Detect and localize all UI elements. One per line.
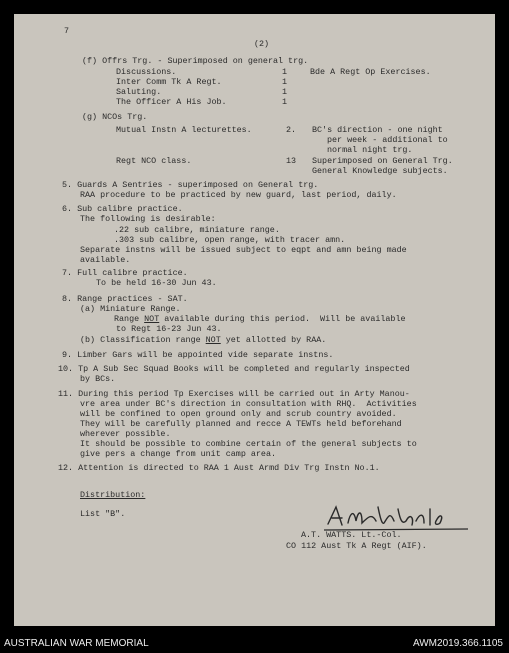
f-item-label: Discussions. — [116, 67, 177, 77]
not-emphasis: NOT — [205, 335, 221, 345]
para-9: 9. Limber Gars will be appointed vide separate instns. — [62, 350, 334, 360]
f-item-count: 1 — [282, 67, 288, 77]
para-6: 6. Sub calibre practice. — [62, 204, 183, 214]
para-11: 11. During this period Tp Exercises will be carried out in Arty Manou- — [58, 389, 410, 399]
footer-credit: AUSTRALIAN WAR MEMORIAL — [4, 638, 149, 649]
para-6: .303 sub calibre, open range, with tracer amn. — [114, 235, 346, 245]
f-item-count: 1 — [282, 87, 288, 97]
para-7: To be held 16-30 Jun 43. — [96, 278, 217, 288]
para-8-text: (b) Classification range — [80, 335, 206, 345]
page-number: (2) — [254, 39, 270, 49]
para-11: will be confined to open ground only and scrub country avoided. — [80, 409, 397, 419]
para-11: wherever possible. — [80, 429, 171, 439]
not-emphasis: NOT — [144, 314, 160, 324]
g2-count: 13 — [286, 156, 297, 166]
g1-label: Mutual Instn A lecturettes. — [116, 125, 252, 135]
para-12: 12. Attention is directed to RAA 1 Aust Armd Div Trg Instn No.1. — [58, 463, 380, 473]
g1-note: BC's direction - one night — [312, 125, 443, 135]
para-8: (a) Miniature Range. — [80, 304, 181, 314]
para-8: 8. Range practices - SAT. — [62, 294, 188, 304]
para-8-line — [114, 314, 406, 324]
para-8-line — [80, 335, 326, 345]
para-5: RAA procedure to be practiced by new guard, last period, daily. — [80, 190, 397, 200]
signature — [320, 499, 470, 534]
para-6: Separate instns will be issued subject to eqpt and amn being made — [80, 245, 407, 255]
footer-accession: AWM2019.366.1105 — [412, 638, 503, 649]
f-item-count: 1 — [282, 77, 288, 87]
para-6: The following is desirable: — [80, 214, 216, 224]
g1-count: 2. — [286, 125, 297, 135]
g2-note: Superimposed on General Trg. — [312, 156, 453, 166]
g-title: (g) NCOs Trg. — [82, 112, 148, 122]
f-item-label: Inter Comm Tk A Regt. — [116, 77, 222, 87]
para-6: available. — [80, 255, 131, 265]
distribution-title: Distribution: — [80, 490, 146, 500]
para-6: .22 sub calibre, miniature range. — [114, 225, 280, 235]
handwritten-mark: 7 — [64, 26, 70, 36]
para-10: by BCs. — [80, 374, 116, 384]
f-item-count: 1 — [282, 97, 288, 107]
para-11: It should be possible to combine certain of the general subjects to — [80, 439, 417, 449]
document-page — [14, 14, 495, 626]
f-title: (f) Offrs Trg. - Superimposed on general trg. — [82, 56, 309, 66]
para-11: They will be carefully planned and recce A TEWTs held beforehand — [80, 419, 402, 429]
g2-label: Regt NCO class. — [116, 156, 192, 166]
g1-note: per week - additional to — [327, 135, 448, 145]
para-5: 5. Guards A Sentries - superimposed on General trg. — [62, 180, 319, 190]
para-8-text: yet allotted by RAA. — [220, 335, 327, 345]
para-10: 10. Tp A Sub Sec Squad Books will be completed and regularly inspected — [58, 364, 410, 374]
f-item-label: Saluting. — [116, 87, 162, 97]
f-item-label: The Officer A His Job. — [116, 97, 227, 107]
para-8-text: available during this period. Will be available — [159, 314, 406, 324]
para-7: 7. Full calibre practice. — [62, 268, 188, 278]
g2-note: General Knowledge subjects. — [312, 166, 448, 176]
para-8-text: Range — [114, 314, 145, 324]
distribution-list: List "B". — [80, 509, 126, 519]
signatory-name: A.T. WATTS. Lt.-Col. — [301, 530, 402, 540]
para-11: vre area under BC's direction in consultation with RHQ. Activities — [80, 399, 417, 409]
para-11: give pers a change from unit camp area. — [80, 449, 277, 459]
signatory-title: CO 112 Aust Tk A Regt (AIF). — [286, 541, 427, 551]
g1-note: normal night trg. — [327, 145, 413, 155]
f-note: Bde A Regt Op Exercises. — [310, 67, 431, 77]
para-8: to Regt 16-23 Jun 43. — [116, 324, 222, 334]
